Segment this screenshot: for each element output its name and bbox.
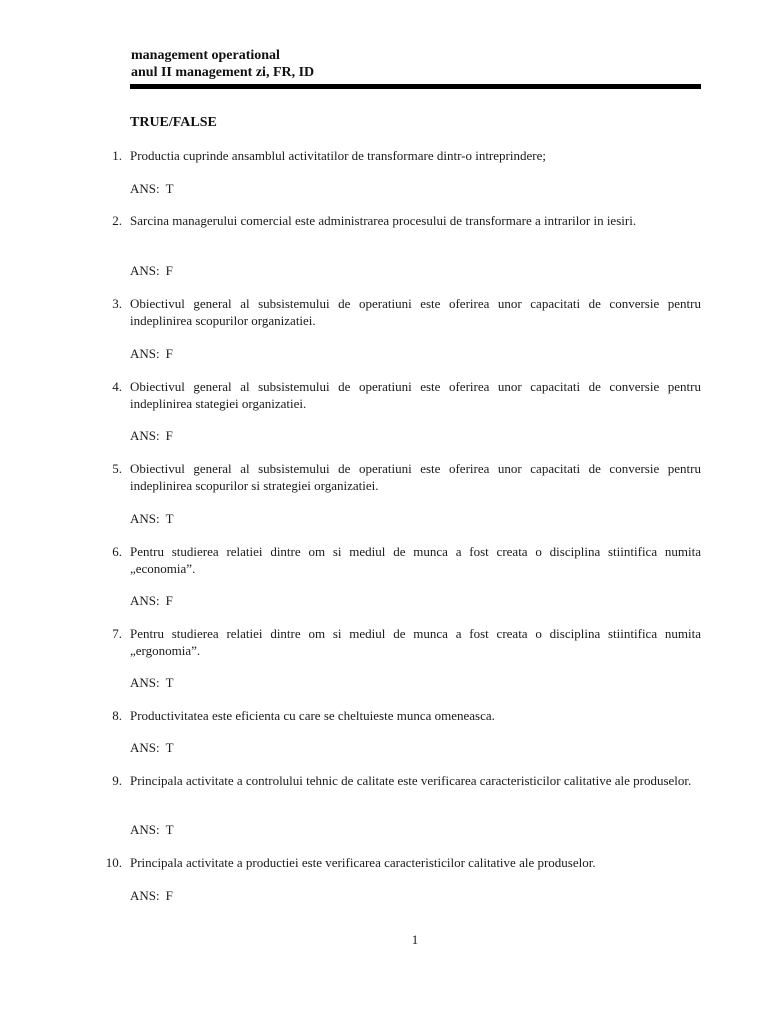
answer-label: ANS: xyxy=(130,263,160,278)
answer-line xyxy=(130,592,173,609)
answer-line xyxy=(130,180,174,197)
question-item xyxy=(100,772,701,789)
answer-value: T xyxy=(165,511,174,526)
question-number: 5. xyxy=(112,461,122,476)
question-item xyxy=(100,707,701,724)
question-number: 6. xyxy=(112,544,122,559)
answer-line xyxy=(130,739,174,756)
question-item xyxy=(100,212,701,229)
answer-line xyxy=(130,262,173,279)
answer-label: ANS: xyxy=(130,675,160,690)
course-title: management operational xyxy=(131,48,280,63)
answer-line xyxy=(130,427,173,444)
answer-value: F xyxy=(165,346,173,361)
question-item xyxy=(100,460,701,494)
answer-line xyxy=(130,674,174,691)
question-text: Sarcina managerului comercial este administrarea procesului de transformare a intrarilor in iesiri. xyxy=(130,213,637,228)
answer-label: ANS: xyxy=(130,822,160,837)
answer-label: ANS: xyxy=(130,346,160,361)
answer-label: ANS: xyxy=(130,593,160,608)
answer-value: F xyxy=(165,263,173,278)
answer-value: T xyxy=(165,822,174,837)
question-item xyxy=(100,543,701,577)
question-item xyxy=(100,625,701,659)
question-item xyxy=(100,854,701,871)
question-number: 9. xyxy=(112,773,122,788)
answer-line xyxy=(130,345,173,362)
question-text: Pentru studierea relatiei dintre om si mediul de munca a fost creata o disciplina stiintifica numita „ergonomia”. xyxy=(130,626,701,658)
question-item xyxy=(100,378,701,412)
question-text: Pentru studierea relatiei dintre om si mediul de munca a fost creata o disciplina stiintifica numita „economia”. xyxy=(130,544,701,576)
answer-line xyxy=(130,510,174,527)
question-number: 4. xyxy=(112,379,122,394)
answer-line xyxy=(130,887,173,904)
question-text: Obiectivul general al subsistemului de operatiuni este oferirea unor capacitati de conversie pentru indeplinirea stategiei organizatiei. xyxy=(130,379,701,411)
answer-value: T xyxy=(165,181,174,196)
question-text: Principala activitate a productiei este verificarea caracteristicilor calitative ale produselor. xyxy=(130,855,596,870)
course-subtitle: anul II management zi, FR, ID xyxy=(131,65,315,80)
answer-label: ANS: xyxy=(130,740,160,755)
answer-label: ANS: xyxy=(130,428,160,443)
answer-label: ANS: xyxy=(130,888,160,903)
answer-value: F xyxy=(165,888,173,903)
question-number: 10. xyxy=(105,855,122,870)
page-number: 1 xyxy=(411,932,419,947)
question-text: Productivitatea este eficienta cu care se cheltuieste munca omeneasca. xyxy=(130,708,495,723)
question-number: 2. xyxy=(112,213,122,228)
question-number: 1. xyxy=(112,148,122,163)
section-title: TRUE/FALSE xyxy=(130,115,217,130)
answer-line xyxy=(130,821,174,838)
question-number: 7. xyxy=(112,626,122,641)
question-text: Obiectivul general al subsistemului de operatiuni este oferirea unor capacitati de conversie pentru indeplinirea scopurilor organizatiei. xyxy=(130,296,701,328)
header-rule xyxy=(130,84,701,89)
question-text: Obiectivul general al subsistemului de operatiuni este oferirea unor capacitati de conversie pentru indeplinirea scopurilor si strategiei organizatiei. xyxy=(130,461,701,493)
question-number: 3. xyxy=(112,296,122,311)
answer-value: T xyxy=(165,675,174,690)
answer-value: F xyxy=(165,593,173,608)
answer-label: ANS: xyxy=(130,181,160,196)
document-header xyxy=(131,47,314,81)
answer-value: F xyxy=(165,428,173,443)
question-text: Principala activitate a controlului tehnic de calitate este verificarea caracteristicilor calitative ale produselor. xyxy=(130,773,692,788)
answer-label: ANS: xyxy=(130,511,160,526)
answer-value: T xyxy=(165,740,174,755)
question-number: 8. xyxy=(112,708,122,723)
question-text: Productia cuprinde ansamblul activitatilor de transformare dintr-o intreprindere; xyxy=(130,148,546,163)
question-item xyxy=(100,295,701,329)
question-item xyxy=(100,147,701,164)
